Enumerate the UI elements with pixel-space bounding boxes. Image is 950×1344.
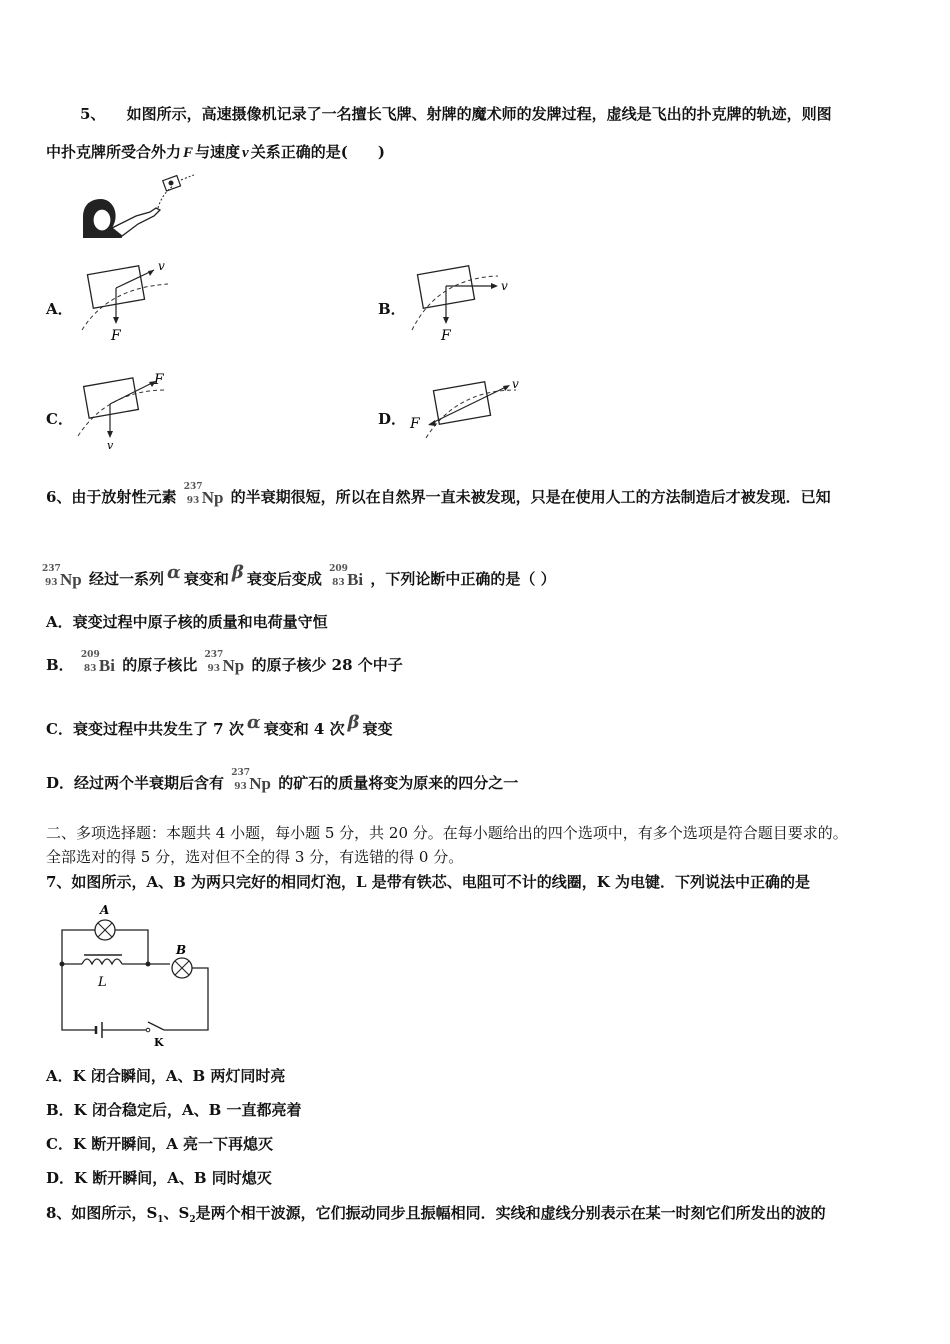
svg-text:v: v — [158, 259, 165, 273]
q6-text-prefix: 6、由于放射性元素 — [46, 488, 177, 506]
bi-nuclide-b: 209 83 Bi — [80, 650, 115, 675]
svg-text:F: F — [154, 372, 164, 388]
q6-option-b[interactable] — [46, 650, 403, 676]
coil-l-label: L — [98, 975, 107, 990]
svg-text:F: F — [441, 328, 451, 344]
q6-text-b3: 衰变后变成 — [246, 570, 322, 588]
q5-number: 5、 — [80, 105, 106, 123]
magician-figure — [78, 172, 198, 242]
q6-option-d-b: 的矿石的质量将变为原来的四分之一 — [278, 774, 519, 792]
np-nuclide-b: 237 93 Np — [204, 650, 245, 675]
svg-text:F: F — [410, 416, 420, 432]
bi-nuclide: 209 83 Bi — [329, 564, 364, 589]
switch-k-label: K — [154, 1036, 164, 1049]
q6-line1 — [46, 482, 831, 508]
q5-option-a-diagram[interactable] — [78, 258, 178, 348]
svg-text:v: v — [512, 377, 519, 391]
force-symbol: F — [183, 145, 194, 161]
q5-text-2c: 关系正确的是( ) — [250, 143, 385, 161]
q5-option-a-label[interactable]: A． — [46, 300, 73, 318]
coil-l-icon — [82, 959, 122, 964]
q6-option-b-mid: 的原子核比 — [122, 656, 198, 674]
q7-circuit-diagram — [50, 900, 220, 1050]
q6-line2 — [42, 562, 556, 590]
q7-option-a[interactable]: A．K 闭合瞬间，A、B 两灯同时亮 — [46, 1067, 286, 1085]
section2-heading-line2: 全部选对的得 5 分，选对但不全的得 3 分，有选错的得 0 分。 — [46, 848, 464, 866]
lamp-b-label: B — [176, 943, 187, 957]
svg-text:v: v — [501, 279, 508, 293]
q6-option-d-a: D．经过两个半衰期后含有 — [46, 774, 225, 792]
s2-subscript: 2 — [189, 1215, 196, 1225]
np-nuclide-2: 237 93 Np — [42, 564, 82, 589]
q6-option-b-end: 的原子核少 28 个中子 — [251, 656, 403, 674]
q5-text-2b: 与速度 — [195, 143, 241, 161]
q6-text-suffix: 的半衰期很短，所以在自然界一直未被发现，只是在使用人工的方法制造后才被发现．已知 — [230, 488, 831, 506]
q5-option-c-label[interactable]: C． — [46, 410, 73, 428]
np-nuclide-d: 237 93 Np — [231, 768, 271, 793]
q5-option-c-diagram[interactable] — [74, 370, 174, 452]
q7-option-d[interactable]: D．K 断开瞬间，A、B 同时熄灭 — [46, 1169, 272, 1187]
svg-text:F: F — [111, 328, 121, 344]
q7-option-c[interactable]: C．K 断开瞬间，A 亮一下再熄灭 — [46, 1135, 274, 1153]
svg-text:v: v — [107, 439, 114, 452]
q5-text-1: 如图所示，高速摄像机记录了一名擅长飞牌、射牌的魔术师的发牌过程，虚线是飞出的扑克牌的轨迹，则图 — [126, 105, 832, 123]
beta-symbol-c: β — [347, 712, 360, 733]
alpha-symbol-c: α — [246, 712, 261, 733]
np-nuclide: 237 93 Np — [183, 482, 224, 507]
velocity-symbol: v — [242, 145, 249, 161]
q7-option-b[interactable]: B．K 闭合稳定后，A、B 一直都亮着 — [46, 1101, 302, 1119]
q5-text-2a: 中扑克牌所受合外力 — [46, 143, 182, 161]
q6-option-c[interactable] — [46, 712, 393, 739]
q5-line2 — [46, 141, 385, 162]
alpha-symbol: α — [166, 562, 181, 583]
q8-text — [46, 1202, 826, 1225]
q6-text-b4: ，下列论断中正确的是（ ） — [370, 570, 556, 588]
q7-text: 7、如图所示，A、B 为两只完好的相同灯泡，L 是带有铁芯、电阻可不计的线圈，K 为电键．下列说法中正确的是 — [46, 873, 811, 891]
q6-option-d[interactable] — [46, 768, 519, 794]
q5-option-d-diagram[interactable] — [406, 372, 526, 442]
switch-k-icon — [148, 1022, 164, 1030]
q5-option-b-diagram[interactable] — [408, 258, 518, 348]
q8-text-a: 8、如图所示，S — [46, 1204, 158, 1222]
beta-symbol: β — [231, 562, 244, 583]
magician-arm — [112, 208, 160, 236]
q5-line1 — [80, 103, 832, 124]
q6-option-c-c: 衰变 — [362, 720, 393, 738]
section2-heading-line1: 二、多项选择题：本题共 4 小题，每小题 5 分，共 20 分。在每小题给出的四个选项中，有多个选项是符合题目要求的。 — [46, 824, 848, 842]
q6-option-b-label: B． — [46, 656, 74, 674]
q5-option-d-label[interactable]: D． — [378, 410, 407, 428]
q6-text-b1: 经过一系列 — [88, 570, 164, 588]
q5-option-b-label[interactable]: B． — [378, 300, 406, 318]
q6-option-a[interactable]: A．衰变过程中原子核的质量和电荷量守恒 — [46, 613, 328, 631]
q6-option-c-b: 衰变和 4 次 — [263, 720, 345, 738]
lamp-a-label: A — [100, 903, 110, 917]
q6-option-c-a: C．衰变过程中共发生了 7 次 — [46, 720, 244, 738]
s1-subscript: 1 — [157, 1215, 164, 1225]
q8-text-b: 、S — [163, 1204, 190, 1222]
q6-text-b2: 衰变和 — [183, 570, 229, 588]
q8-text-c: 是两个相干波源，它们振动同步且振幅相同．实线和虚线分别表示在某一时刻它们所发出的波的 — [195, 1204, 826, 1222]
